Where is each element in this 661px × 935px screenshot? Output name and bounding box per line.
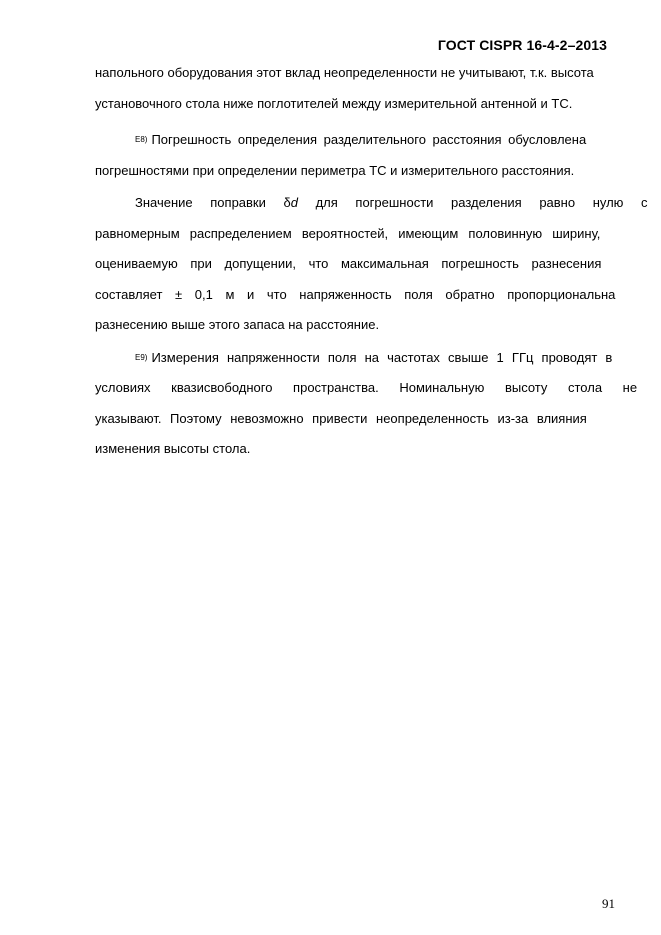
- paragraph-line: [95, 249, 613, 280]
- paragraph-line: [95, 373, 638, 404]
- document-body: [95, 58, 648, 465]
- text-run: Погрешность определения разделительного расстояния обусловлена: [151, 132, 587, 147]
- paragraph-4: [95, 343, 638, 465]
- paragraph-1: [95, 58, 613, 119]
- paragraph-line: [95, 280, 616, 311]
- variable-d: d: [290, 195, 298, 210]
- paragraph-line: [95, 434, 613, 465]
- paragraph-2: [95, 125, 613, 186]
- text-run: напольного оборудования этот вклад неопределенности не учитывают, т.к. высота: [95, 65, 594, 80]
- paragraph-line: [95, 188, 648, 219]
- text-run: Значение поправки δ: [135, 195, 291, 210]
- paragraph-line: [95, 156, 613, 187]
- paragraph-line: [95, 89, 613, 120]
- footnote-marker: E9): [135, 352, 148, 362]
- text-run: установочного стола ниже поглотителей между измерительной антенной и ТС.: [95, 95, 573, 111]
- paragraph-line: [95, 58, 613, 89]
- text-run: оцениваемую при допущении, что максимальная погрешность разнесения: [95, 256, 602, 271]
- text-run: равномерным распределением вероятностей, имеющим половинную ширину,: [95, 225, 601, 241]
- paragraph-line: [95, 125, 613, 156]
- text-run: условиях квазисвободного пространства. Номинальную высоту стола не: [95, 380, 638, 395]
- page-number: 91: [602, 896, 615, 911]
- paragraph-line: [95, 219, 613, 250]
- footnote-marker: E8): [135, 135, 148, 144]
- paragraph-line: [95, 404, 613, 435]
- text-run: Измерения напряженности поля на частотах свыше 1 ГГц проводят в: [151, 349, 613, 365]
- text-run: для погрешности разделения равно нулю с: [297, 195, 648, 210]
- paragraph-3: [95, 188, 648, 341]
- text-run: изменения высоты стола.: [95, 441, 251, 456]
- paragraph-line: [95, 310, 613, 341]
- text-run: [135, 188, 648, 219]
- text-run: указывают. Поэтому невозможно привести неопределенность из-за влияния: [95, 410, 587, 426]
- document-header: ГОСТ CISPR 16-4-2–2013: [437, 37, 607, 53]
- text-run: разнесению выше этого запаса на расстояние.: [95, 317, 380, 332]
- text-run: составляет ± 0,1 м и что напряженность поля обратно пропорциональна: [95, 286, 616, 302]
- paragraph-line: [95, 343, 613, 374]
- text-run: погрешностями при определении периметра ТС и измерительного расстояния.: [95, 162, 575, 178]
